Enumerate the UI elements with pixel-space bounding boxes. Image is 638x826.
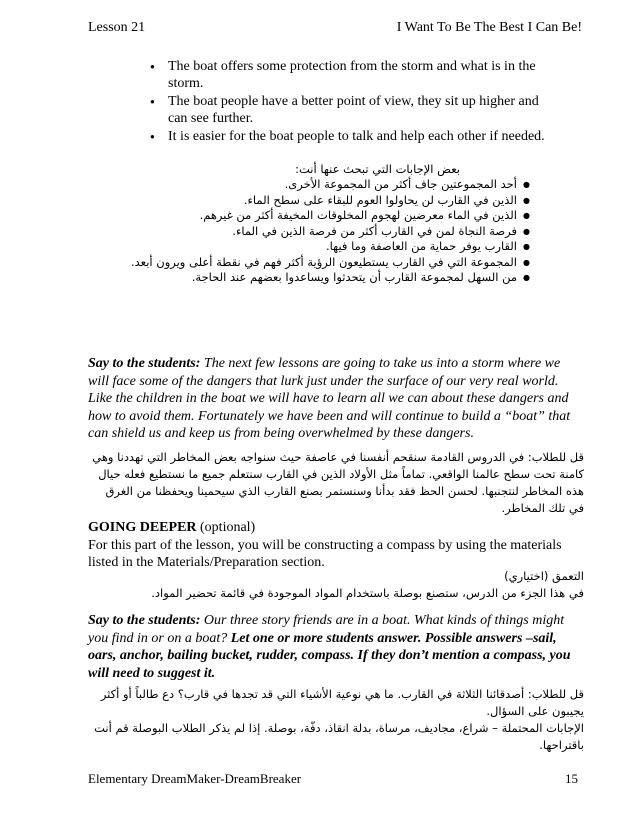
going-deeper-section (88, 519, 584, 572)
lesson-title: I Want To Be The Best I Can Be! (396, 20, 582, 35)
arabic-say2-line2: الإجابات المحتملة – شراع، مجاديف، مرساة، بدلة انقاذ، دفّة، بوصلة. إذا لم يذكر الطلاب البوصلة قم أنت باقتراحها. (94, 721, 584, 752)
arabic-say-paragraph-1: قل للطلاب: في الدروس القادمة سنقحم أنفسنا في عاصفة حيث سنواجه بعض المخاطر التي تهددنا وهي كامنة تحت سطح عالمنا الواقعي. تماماً مثل الأولاد الذين في القارب سنتعلم جميع ما نستطيع فعله حيال هذه المخاطر لنتجنبها. لحسن الحظ فقد بدأنا وسنستمر بصنع القارب الذي سيحمينا ويحفظنا من الغرق في تلك المخاطر. (92, 450, 584, 515)
say-to-students-paragraph-1 (88, 355, 584, 443)
arabic-say-paragraph-2 (88, 686, 584, 754)
lesson-number: Lesson 21 (88, 20, 146, 35)
page-number: 15 (565, 771, 578, 786)
say-to-students-paragraph-2 (88, 612, 584, 682)
list-item: ● The boat people have a better point of view, they sit up higher and can see further. (150, 93, 550, 127)
possible-answers: Possible answers –sail, oars, anchor, bailing bucket, rudder, compass. If they don’t mention a compass, you will need to suggest it. (88, 630, 571, 681)
going-deeper-title: GOING DEEPER (88, 520, 197, 535)
arabic-deeper-title: التعمق (اختياري) (504, 569, 584, 583)
going-deeper-optional: (optional) (196, 520, 256, 535)
list-item: ● الذين في الماء معرضين لهجوم المخلوقات المخيفة أكثر من غيرهم. (90, 208, 530, 224)
list-item: ● The boat offers some protection from the storm and what is in the storm. (150, 58, 550, 92)
arabic-deeper-text: في هذا الجزء من الدرس، ستصنع بوصلة باستخدام المواد الموجودة في قائمة تحضير المواد. (151, 586, 584, 600)
list-item: ● من السهل لمجموعة القارب أن يتحدثوا ويساعدوا بعضهم عند الحاجة. (90, 270, 530, 286)
say-text: Our three story friends are in a boat. What kinds of things might you find in or on a boat? (88, 613, 565, 646)
going-deeper-text: For this part of the lesson, you will be constructing a compass by using the materials listed in the Materials/Preparation section. (88, 537, 562, 570)
say-text: The next few lessons are going to take us into a storm where we will face some of the dangers that lurk just under the surface of our very real world. Like the children in the boat we will have to learn all we can about these dangers and how to avoid them. Fortunately we have been and will continue to build a “boat” that can shield us and keep us from being overwhelmed by these dangers. (88, 356, 571, 441)
english-bullet-list (150, 58, 550, 146)
list-item: ● القارب يوفر حماية من العاصفة وما فيها. (90, 239, 530, 255)
list-item: ● الذين في القارب لن يحاولوا العوم للبقاء على سطح الماء. (90, 193, 530, 209)
say-instruction: Let one or more students answer. (230, 630, 422, 646)
arabic-bullet-list (90, 177, 530, 286)
list-item: ● It is easier for the boat people to talk and help each other if needed. (150, 128, 550, 145)
arabic-going-deeper (88, 568, 584, 602)
list-item: ● فرصة النجاة لمن في القارب أكثر من فرصة الذين في الماء. (90, 224, 530, 240)
say-label: Say to the students: (88, 356, 201, 371)
list-item: ● أحد المجموعتين جاف أكثر من المجموعة الأخرى. (90, 177, 530, 193)
say-label: Say to the students: (88, 613, 201, 628)
footer-course: Elementary DreamMaker-DreamBreaker (88, 771, 302, 786)
list-item: ● المجموعة التي في القارب يستطيعون الرؤية أكثر فهم في نقطة أعلى ويرون أبعد. (90, 255, 530, 271)
arabic-say2-line1: قل للطلاب: أصدقائنا الثلاثة في القارب. ما هي نوعية الأشياء التي قد تجدها في قارب؟ دع طالباً أو أكثر يجيبون على السؤال. (100, 687, 584, 718)
arabic-answers-heading: بعض الإجابات التي تبحث عنها أنت: (295, 162, 460, 176)
